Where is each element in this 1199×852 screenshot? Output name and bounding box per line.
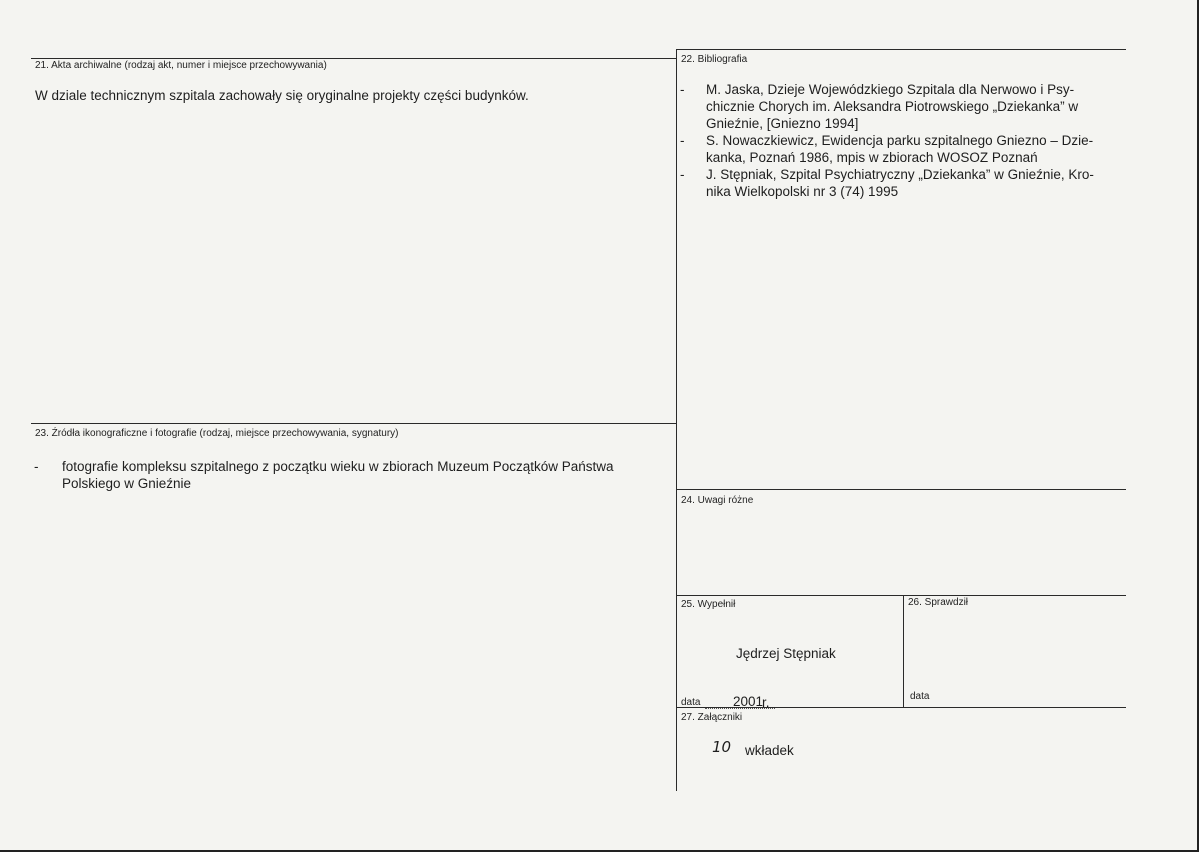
date-underline [705,708,775,709]
filled-by-name: Jędrzej Stępniak [736,646,836,661]
iconography-line: fotografie kompleksu szpitalnego z początku wieku w zbiorach Muzeum Początków Państwa [62,459,614,474]
top-rule-left [31,58,676,59]
bibliography-list [680,81,1120,200]
bibliography-item [680,166,1120,200]
divider-25-26 [903,595,904,707]
section-25-date-value: 2001 [733,694,764,709]
bibliography-line: kanka, Poznań 1986, mpis w zbiorach WOSOZ Poznań [706,150,1038,165]
section-21-label: 21. Akta archiwalne (rodzaj akt, numer i miejsce przechowywania) [35,60,327,71]
center-divider [676,49,677,791]
top-rule-right [676,49,1126,50]
section-21-text: W dziale technicznym szpitala zachowały się oryginalne projekty części budynków. [35,88,529,103]
bullet-dash: - [34,459,39,474]
bibliography-line: M. Jaska, Dzieje Wojewódzkiego Szpitala dla Nerwowo i Psy- [706,82,1075,97]
iconography-item [34,458,664,492]
bibliography-line: nika Wielkopolski nr 3 (74) 1995 [706,184,899,199]
section-23-label: 23. Źródła ikonograficzne i fotografie (rodzaj, miejsce przechowywania, sygnatury) [35,428,399,439]
bullet-dash: - [680,133,685,148]
bibliography-item [680,81,1120,132]
section-25-date-suffix: r. [762,695,770,710]
bibliography-line: J. Stępniak, Szpital Psychiatryczny „Dziekanka” w Gnieźnie, Kro- [706,167,1094,182]
iconography-line: Polskiego w Gnieźnie [62,476,192,491]
section-22-label: 22. Bibliografia [681,54,748,65]
bibliography-line: chicznie Chorych im. Aleksandra Piotrowskiego „Dziekanka” w [706,99,1079,114]
bullet-dash: - [680,82,685,97]
section-26-date-label: data [910,691,930,702]
bibliography-item [680,132,1120,166]
section-26-label: 26. Sprawdził [908,597,969,608]
rule-section-24 [676,489,1126,490]
section-25-date-label: data [681,697,701,708]
rule-section-25-26 [676,595,1126,596]
section-25-label: 25. Wypełnił [681,599,736,610]
attachments-count: 10 [712,738,732,756]
bibliography-line: S. Nowaczkiewicz, Ewidencja parku szpitalnego Gniezno – Dzie- [706,133,1094,148]
rule-section-23 [31,423,676,424]
bibliography-line: Gnieźnie, [Gniezno 1994] [706,116,859,131]
bullet-dash: - [680,167,685,182]
iconography-list [34,458,664,492]
section-24-label: 24. Uwagi różne [681,495,754,506]
attachments-text: wkładek [745,743,794,758]
section-27-label: 27. Załączniki [681,712,743,723]
